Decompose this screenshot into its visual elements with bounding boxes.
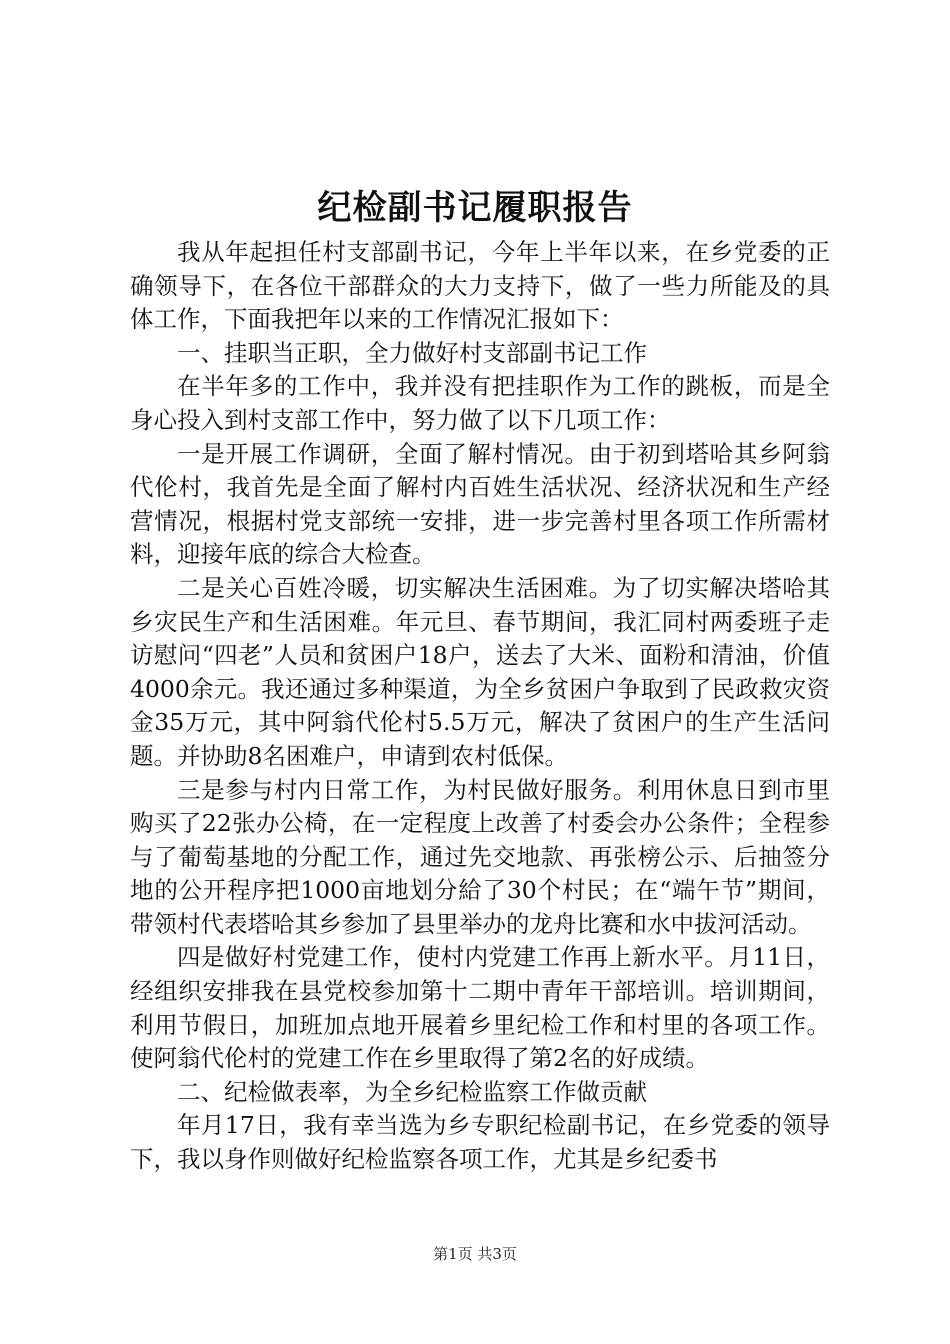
page-footer: 第1页 共3页 — [433, 1245, 517, 1263]
paragraph: 在半年多的工作中，我并没有把挂职作为工作的跳板，而是全身心投入到村支部工作中，努力做了以下几项工作： — [130, 372, 830, 434]
paragraph: 三是参与村内日常工作，为村民做好服务。利用休息日到市里购买了22张办公椅，在一定程度上改善了村委会办公条件；全程参与了葡萄基地的分配工作，通过先交地款、再张榜公示、后抽签分地的公开程序把1000亩地划分給了30个村民；在“端午节”期间，带领村代表塔哈其乡参加了县里举办的龙舟比赛和水中拔河活动。 — [130, 775, 830, 938]
section-heading-2: 二、纪检做表率，为全乡纪检监察工作做贡献 — [177, 1077, 647, 1106]
paragraph: 二是关心百姓冷暖，切实解决生活困难。为了切实解决塔哈其乡灾民生产和生活困难。年元旦、春节期间，我汇同村两委班子走访慰问“四老”人员和贫困户18户，送去了大米、面粉和清油，价值4000余元。我还通过多种渠道，为全乡贫困户争取到了民政救灾资金35万元，其中阿翁代伦村5.5万元，解决了贫困户的生产生活问题。并协助8名困难户，申请到农村低保。 — [130, 573, 830, 770]
paragraph: 年月17日，我有幸当选为乡专职纪检副书记，在乡党委的领导下，我以身作则做好纪检监察各项工作，尤其是乡纪委书 — [130, 1111, 830, 1174]
paragraph: 一是开展工作调研，全面了解村情况。由于初到塔哈其乡阿翁代伦村，我首先是全面了解村内百姓生活状况、经济状况和生产经营情况，根据村党支部统一安排，进一步完善村里各项工作所需材料，迎接年底的综合大检查。 — [130, 439, 830, 569]
document-body — [130, 236, 830, 1177]
paragraph: 四是做好村党建工作，使村内党建工作再上新水平。月11日，经组织安排我在县党校参加第十二期中青年干部培训。培训期间，利用节假日，加班加点地开展着乡里纪检工作和村里的各项工作。使阿翁代伦村的党建工作在乡里取得了第2名的好成绩。 — [130, 943, 830, 1073]
paragraph-intro: 我从年起担任村支部副书记，今年上半年以来，在乡党委的正确领导下，在各位干部群众的大力支持下，做了一些力所能及的具体工作，下面我把年以来的工作情况汇报如下： — [130, 238, 830, 334]
document-title: 纪检副书记履职报告 — [317, 188, 633, 228]
section-heading-1: 一、挂职当正职，全力做好村支部副书记工作 — [177, 338, 647, 367]
